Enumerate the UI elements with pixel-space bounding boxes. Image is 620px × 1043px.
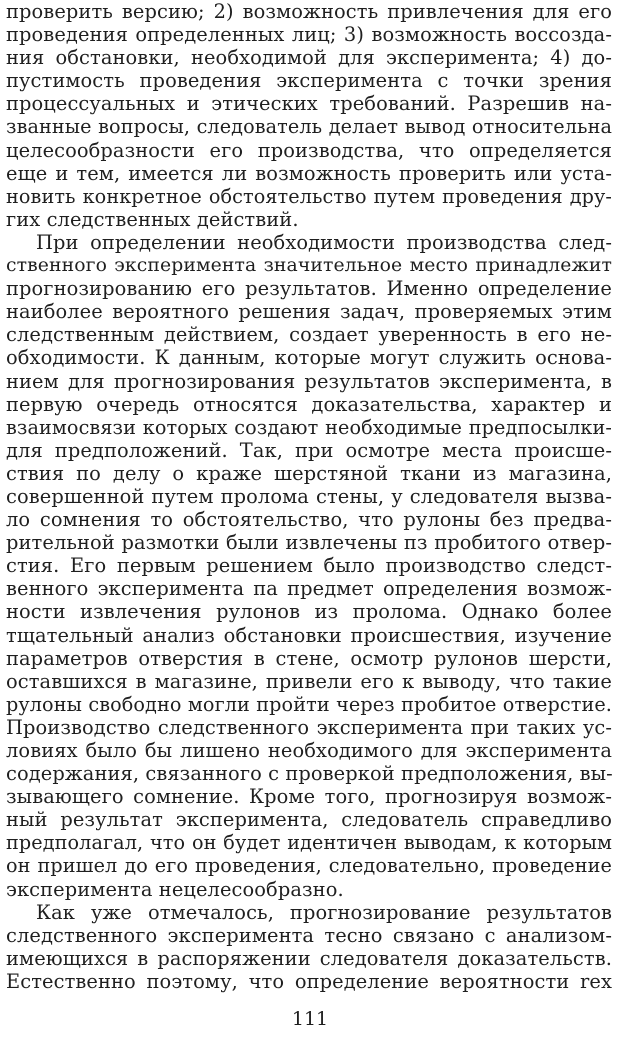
text-line: параметров отверстия в стене, осмотр рулонов шерсти, <box>6 646 612 670</box>
text-line: рительной размотки были извлечены пз пробитого отвер- <box>6 531 612 555</box>
text-line: имеющихся в распоряжении следователя доказательств. <box>6 946 612 970</box>
text-line: целесообразности его производства, что определяется <box>6 138 612 162</box>
text-line: эксперимента нецелесообразно. <box>6 877 344 901</box>
text-line: содержания, связанного с проверкой предположения, вы- <box>6 762 613 786</box>
text-line: еще и тем, имеется ли возможность проверить или уста- <box>6 161 612 185</box>
text-line: Как уже отмечалось, прогнозирование результатов <box>36 900 612 924</box>
text-line: новить конкретное обстоятельство путем проведения дру- <box>6 184 612 208</box>
text-line: ловиях было бы лишено необходимого для эксперимента <box>6 739 612 762</box>
text-line: для предположений. Так, при осмотре места происше- <box>6 438 612 462</box>
text-line: прогнозированию его результатов. Именно определение <box>6 277 612 301</box>
text-line: он пришел до его проведения, следовательно, проведение <box>6 854 612 878</box>
text-line: совершенной путем пролома стены, у следователя вызва- <box>6 484 612 508</box>
text-line: Естественно поэтому, что определение вероятности rex <box>6 969 612 993</box>
text-line: оставшихся в магазине, привели его к выводу, что такие <box>6 669 612 693</box>
text-line: стия. Его первым решением было производство следст- <box>6 554 612 578</box>
text-line: ло сомнения то обстоятельство, что рулоны без предва- <box>6 508 612 532</box>
text-line: наиболее вероятного решения задач, проверяемых этим <box>6 300 612 324</box>
text-line: Производство следственного эксперимента при таких ус- <box>6 715 612 739</box>
text-line: обходимости. К данным, которые могут служить основа- <box>6 346 612 370</box>
text-line: ности извлечения рулонов из пролома. Однако более <box>6 600 612 624</box>
text-line: ственного эксперимента значительное место принадлежит <box>6 255 612 277</box>
text-line: ный результат эксперимента, следователь справедливо <box>6 808 612 832</box>
text-line: ния обстановки, необходимой для эксперимента; 4) до- <box>6 46 612 70</box>
text-line: первую очередь относятся доказательства, характер и <box>6 392 612 416</box>
text-line: предполагал, что он будет идентичен выводам, к которым <box>6 831 612 855</box>
text-line: пустимость проведения эксперимента с точки зрения <box>6 69 612 93</box>
text-line: ствия по делу о краже шерстяной ткани из магазина, <box>6 461 612 485</box>
text-line: званные вопросы, следователь делает вывод относительна <box>6 115 612 139</box>
text-line: процессуальных и этических требований. Разрешив на- <box>6 92 612 116</box>
text-line: проведения определенных лиц; 3) возможность воссозда- <box>6 23 612 47</box>
text-line: следственным действием, создает уверенность в его не- <box>6 323 612 347</box>
text-line: рулоны свободно могли пройти через пробитое отверстие. <box>6 692 612 716</box>
text-line: нием для прогнозирования результатов эксперимента, в <box>6 369 612 393</box>
page-body <box>6 0 612 993</box>
text-line: тщательный анализ обстановки происшествия, изучение <box>6 623 612 647</box>
page-number: 111 <box>291 1008 329 1030</box>
text-line: зывающего сомнение. Кроме того, прогнозируя возмож- <box>6 785 612 809</box>
text-line: гих следственных действий. <box>6 207 299 231</box>
text-line: венного эксперимента па предмет определения возмож- <box>6 577 612 601</box>
text-line: взаимосвязи которых создают необходимые предпосылки- <box>6 415 612 439</box>
text-line: При определении необходимости производства след- <box>36 230 612 254</box>
text-line: проверить версию; 2) возможность привлечения для его <box>6 0 612 23</box>
text-line: следственного эксперимента тесно связано с анализом- <box>6 923 612 947</box>
